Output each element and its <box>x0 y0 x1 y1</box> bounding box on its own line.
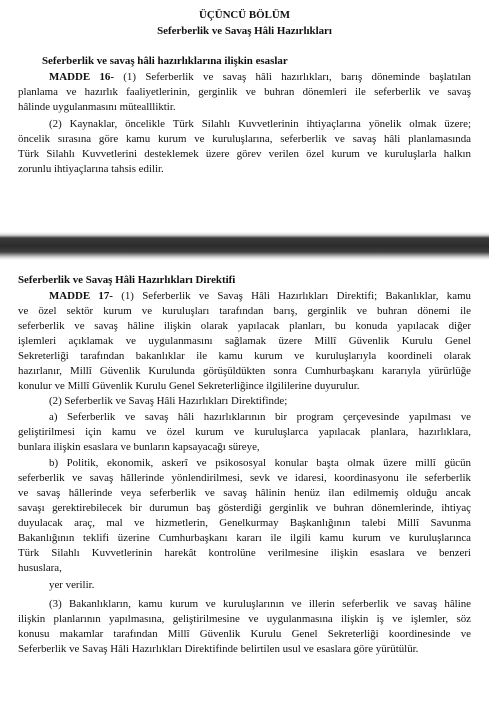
article-17-line-6: hazırlanır, Millî Güvenlik Kurulunda görüşüldükten sonra Cumhurbaşkanı kararıyla yürürlüğe <box>18 365 471 377</box>
article-16-line-6: Türk Silahlı Kuvvetlerini desteklemek üzere görev verilen özel kurum ve kuruluşlarla halkın <box>18 148 471 160</box>
article-17-line-3: seferberlik ve savaş hâline ilişkin olarak yapılacak planları, bu konuda yapılacak diğer <box>18 320 471 332</box>
article-17-line-22: ilişkin planlarının yapılmasına, geliştirilmesine ve uygulanmasına ilişkin iş ve işlemler, söz <box>18 613 471 625</box>
article-17-line-12: b) Politik, ekonomik, askerî ve psikososyal konular başta olmak üzere millî gücün <box>49 457 471 469</box>
article-16-label: MADDE 16- <box>49 71 114 83</box>
article-17-line-15: savaşı gerektirebilecek bir durumun baş gösterdiği gerginlik ve buhran dönemlerinde, ihtiyaç <box>18 502 471 514</box>
article-17-line-1: MADDE 17- (1) Seferberlik ve Savaş Hâli Hazırlıkları Direktifi; Bakanlıklar, kamu <box>49 290 471 302</box>
article-17-heading: Seferberlik ve Savaş Hâli Hazırlıkları Direktifi <box>18 274 236 286</box>
article-17-line-7: konulur ve Millî Güvenlik Kurulu Genel Sekreterliğince ilgililerine duyurulur. <box>18 380 360 392</box>
article-17-line-24: Seferberlik ve Savaş Hâli Hazırlıkları Direktifinde belirtilen usul ve esaslara göre yürütülür. <box>18 643 419 655</box>
article-17-line-21: (3) Bakanlıkların, kamu kurum ve kuruluşlarının ve illerin seferberlik ve savaş hâline <box>49 598 471 610</box>
chapter-number: ÜÇÜNCÜ BÖLÜM <box>198 9 291 21</box>
article-16-line-2: planlama ve hazırlık faaliyetlerinin, gerginlik ve buhran dönemleri ile seferberlik ve savaş <box>18 86 471 98</box>
article-17-label: MADDE 17- <box>49 290 113 302</box>
article-16-line-3: hâlinde uygulanmasını müteallliktir. <box>18 101 176 113</box>
article-16-line-5: öncelik sırasına göre kamu kurum ve kuruluşlarına, seferberlik ve savaş hâli planlamasında <box>18 133 471 145</box>
article-17-line-19: hususlara, <box>18 562 62 574</box>
article-17-line-18: Türk Silahlı Kuvvetlerinin harekât kontrolüne verilmesine ilişkin esaslara ve benzeri <box>18 547 471 559</box>
chapter-title: Seferberlik ve Savaş Hâli Hazırlıkları <box>157 25 332 37</box>
article-17-line-8: (2) Seferberlik ve Savaş Hâli Hazırlıkları Direktifinde; <box>49 395 288 407</box>
article-16-line-1: MADDE 16- (1) Seferberlik ve savaş hâli hazırlıkları, barış döneminde başlatılan <box>49 71 471 83</box>
article-17-line-4: işlemleri açıklamak ve uygulanmasını sağlamak üzere Millî Güvenlik Kurulu Genel <box>18 335 471 347</box>
document-page-top <box>0 0 489 232</box>
article-17-line-9: a) Seferberlik ve savaş hâli hazırlıklarının bir program çerçevesinde yapılması ve <box>49 411 471 423</box>
article-16-heading: Seferberlik ve savaş hâli hazırlıklarına ilişkin esaslar <box>42 55 288 67</box>
article-17-line-11: bunlara ilişkin esaslara ve bunların kapsayacağı süreye, <box>18 441 260 453</box>
article-17-line-16: duyulacak araç, mal ve hizmetlerin, Genelkurmay Başkanlığının talebi Millî Savunma <box>18 517 471 529</box>
document-page-bottom <box>0 260 489 703</box>
article-17-line-14: ve savaş hâllerinde veya seferberlik ve savaş hâlinin henüz ilan edilmemiş olduğu ancak <box>18 487 471 499</box>
page-separator <box>0 232 489 260</box>
article-17-line-17: Bakanlığının teklifi üzerine Cumhurbaşkanı kararı ile ilgili kamu kurum ve kuruluşlarınca <box>18 532 471 544</box>
article-16-line-7: zorunlu ihtiyaçlarına tahsis edilir. <box>18 163 164 175</box>
article-17-line-20: yer verilir. <box>49 579 95 591</box>
article-16-line-4: (2) Kaynaklar, öncelikle Türk Silahlı Kuvvetlerinin ihtiyaçlarına yönelik olmak üzere; <box>49 118 471 130</box>
article-17-line-5: Sekreterliği tarafından bakanlıklar ile kamu kurum ve kuruluşlarıyla koordineli olarak <box>18 350 471 362</box>
article-17-line-10: geliştirilmesi için kamu ve özel kurum ve kuruluşlarca yapılacak planlara, hazırlıklara, <box>18 426 471 438</box>
article-17-line-13: seferberlik ve savaş hâllerinde yönlendirilmesi, sevk ve idaresi, koordinasyonu ile seferberlik <box>18 472 471 484</box>
article-17-line-2: ve özel sektör kurum ve kuruluşları tarafından barış, gerginlik ve buhran dönemi ile <box>18 305 471 317</box>
article-17-line-23: konusu makamlar tarafından Millî Güvenlik Kurulu Genel Sekreterliği koordinesinde ve <box>18 628 471 640</box>
